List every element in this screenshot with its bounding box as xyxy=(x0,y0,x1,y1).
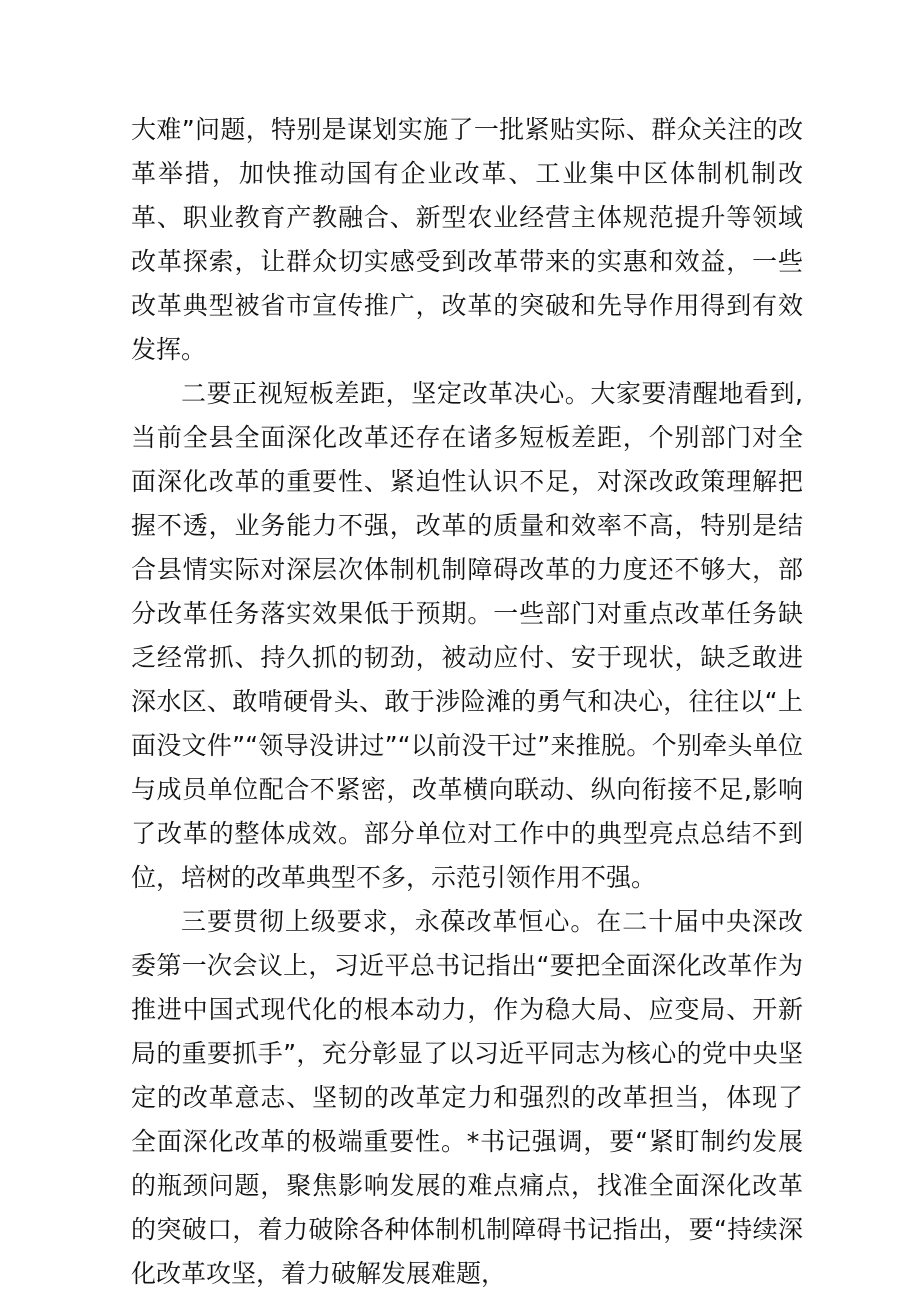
paragraph-reform-achievements: 大难”问题，特别是谋划实施了一批紧贴实际、群众关注的改革举措，加快推动国有企业改革、工业集中区体制机制改革、职业教育产教融合、新型农业经营主体规范提升等领域改革探索，让群众切实感受到改革带来的实惠和效益，一些改革典型被省市宣传推广，改革的突破和先导作用得到有效发挥。 xyxy=(131,115,803,364)
document-body xyxy=(131,108,803,1296)
paragraph-higher-requirements: 三要贯彻上级要求，永葆改革恒心。在二十届中央深改委第一次会议上，习近平总书记指出“要把全面深化改革作为推进中国式现代化的根本动力，作为稳大局、应变局、开新局的重要抓手”，充分彰显了以习近平同志为核心的党中央坚定的改革意志、坚韧的改革定力和强烈的改革担当，体现了全面深化改革的极端重要性。*书记强调，要“紧盯制约发展的瓶颈问题，聚焦影响发展的难点痛点，找准全面深化改革的突破口，着力破除各种体制机制障碍书记指出，要“持续深化改革攻坚，着力破解发展难题， xyxy=(131,907,803,1288)
paragraph-shortcomings: 二要正视短板差距，坚定改革决心。大家要清醒地看到,当前全县全面深化改革还存在诸多短板差距，个别部门对全面深化改革的重要性、紧迫性认识不足，对深改政策理解把握不透，业务能力不强，改革的质量和效率不高，特别是结合县情实际对深层次体制机制障碍改革的力度还不够大，部分改革任务落实效果低于预期。一些部门对重点改革任务缺乏经常抓、持久抓的韧劲，被动应付、安于现状，缺乏敢进深水区、敢啃硬骨头、敢于涉险滩的勇气和决心，往往以“上面没文件”“领导没讲过”“以前没干过”来推脱。个别牵头单位与成员单位配合不紧密，改革横向联动、纵向衔接不足,影响了改革的整体成效。部分单位对工作中的典型亮点总结不到位，培树的改革典型不多，示范引领作用不强。 xyxy=(131,379,803,892)
